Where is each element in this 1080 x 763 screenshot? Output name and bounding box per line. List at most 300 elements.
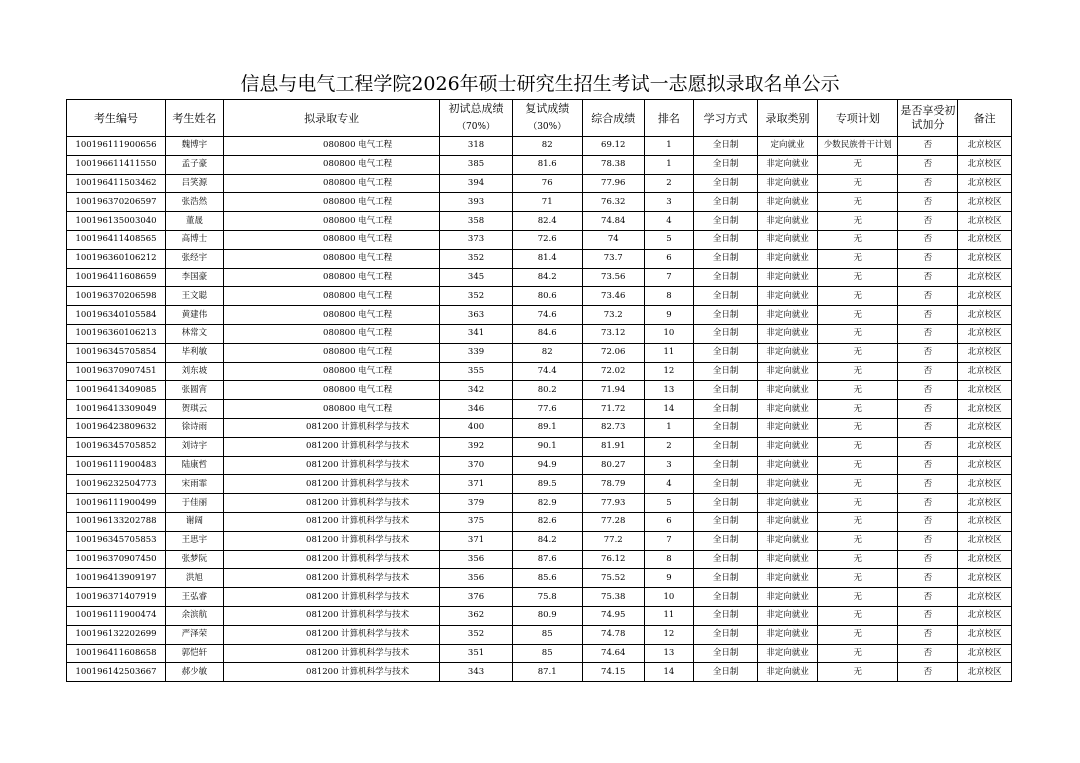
cell-note: 北京校区: [958, 230, 1012, 249]
cell-rank: 1: [644, 155, 694, 174]
table-row: [67, 437, 1012, 456]
cell-major: 080800 电气工程: [223, 174, 440, 193]
cell-mode: 全日制: [694, 268, 758, 287]
cell-plan: 无: [817, 475, 897, 494]
header-major: 拟录取专业: [223, 100, 440, 137]
cell-prelim: 352: [440, 287, 512, 306]
cell-note: 北京校区: [958, 343, 1012, 362]
cell-id: 100196413409085: [67, 381, 166, 400]
cell-major: 080800 电气工程: [223, 193, 440, 212]
cell-rank: 12: [644, 362, 694, 381]
cell-mode: 全日制: [694, 456, 758, 475]
cell-total: 75.38: [582, 588, 644, 607]
cell-rank: 10: [644, 588, 694, 607]
cell-note: 北京校区: [958, 418, 1012, 437]
cell-id: 100196345705853: [67, 531, 166, 550]
cell-mode: 全日制: [694, 137, 758, 156]
cell-major: 081200 计算机科学与技术: [223, 456, 440, 475]
cell-retest: 71: [512, 193, 582, 212]
cell-bonus: 否: [898, 644, 958, 663]
cell-id: 100196413909197: [67, 569, 166, 588]
cell-category: 定向就业: [758, 137, 818, 156]
cell-id: 100196370907450: [67, 550, 166, 569]
cell-rank: 6: [644, 249, 694, 268]
cell-name: 于佳丽: [166, 494, 224, 513]
cell-category: 非定向就业: [758, 306, 818, 325]
cell-category: 非定向就业: [758, 193, 818, 212]
table-row: [67, 155, 1012, 174]
table-row: [67, 212, 1012, 231]
cell-note: 北京校区: [958, 494, 1012, 513]
cell-prelim: 352: [440, 625, 512, 644]
cell-rank: 10: [644, 324, 694, 343]
cell-total: 77.2: [582, 531, 644, 550]
cell-rank: 4: [644, 475, 694, 494]
cell-category: 非定向就业: [758, 174, 818, 193]
cell-name: 魏博宇: [166, 137, 224, 156]
cell-category: 非定向就业: [758, 287, 818, 306]
cell-plan: 无: [817, 249, 897, 268]
cell-id: 100196411608658: [67, 644, 166, 663]
cell-bonus: 否: [898, 268, 958, 287]
cell-category: 非定向就业: [758, 475, 818, 494]
cell-retest: 94.9: [512, 456, 582, 475]
cell-mode: 全日制: [694, 644, 758, 663]
cell-major: 081200 计算机科学与技术: [223, 663, 440, 682]
cell-rank: 13: [644, 644, 694, 663]
cell-plan: 无: [817, 531, 897, 550]
cell-category: 非定向就业: [758, 625, 818, 644]
cell-name: 张梦阮: [166, 550, 224, 569]
cell-mode: 全日制: [694, 174, 758, 193]
cell-plan: 无: [817, 362, 897, 381]
cell-retest: 74.6: [512, 306, 582, 325]
cell-mode: 全日制: [694, 155, 758, 174]
table-row: [67, 249, 1012, 268]
header-retest: [512, 100, 582, 137]
cell-retest: 80.2: [512, 381, 582, 400]
page-title: 信息与电气工程学院2026年硕士研究生招生考试一志愿拟录取名单公示: [240, 73, 840, 95]
cell-plan: 无: [817, 588, 897, 607]
cell-category: 非定向就业: [758, 456, 818, 475]
cell-prelim: 341: [440, 324, 512, 343]
cell-retest: 89.1: [512, 418, 582, 437]
cell-name: 张浩然: [166, 193, 224, 212]
cell-note: 北京校区: [958, 475, 1012, 494]
cell-total: 74.64: [582, 644, 644, 663]
cell-rank: 2: [644, 437, 694, 456]
cell-plan: 少数民族骨干计划: [817, 137, 897, 156]
cell-category: 非定向就业: [758, 230, 818, 249]
cell-name: 郭恺轩: [166, 644, 224, 663]
cell-id: 100196340105584: [67, 306, 166, 325]
cell-major: 081200 计算机科学与技术: [223, 606, 440, 625]
cell-retest: 87.6: [512, 550, 582, 569]
table-row: [67, 494, 1012, 513]
cell-note: 北京校区: [958, 550, 1012, 569]
cell-bonus: 否: [898, 494, 958, 513]
cell-prelim: 351: [440, 644, 512, 663]
cell-name: 谢阔: [166, 512, 224, 531]
header-mode: 学习方式: [694, 100, 758, 137]
cell-rank: 3: [644, 193, 694, 212]
cell-retest: 77.6: [512, 400, 582, 419]
cell-total: 80.27: [582, 456, 644, 475]
cell-major: 080800 电气工程: [223, 287, 440, 306]
cell-plan: 无: [817, 306, 897, 325]
cell-rank: 4: [644, 212, 694, 231]
cell-note: 北京校区: [958, 155, 1012, 174]
table-row: [67, 137, 1012, 156]
cell-note: 北京校区: [958, 531, 1012, 550]
header-category: 录取类别: [758, 100, 818, 137]
cell-note: 北京校区: [958, 588, 1012, 607]
cell-category: 非定向就业: [758, 569, 818, 588]
cell-name: 董晟: [166, 212, 224, 231]
header-retest-label: 复试成绩: [525, 102, 570, 115]
cell-bonus: 否: [898, 137, 958, 156]
cell-major: 081200 计算机科学与技术: [223, 569, 440, 588]
cell-name: 李国豪: [166, 268, 224, 287]
cell-note: 北京校区: [958, 569, 1012, 588]
cell-bonus: 否: [898, 625, 958, 644]
cell-name: 孟子豪: [166, 155, 224, 174]
header-rank: 排名: [644, 100, 694, 137]
cell-bonus: 否: [898, 155, 958, 174]
cell-category: 非定向就业: [758, 381, 818, 400]
cell-retest: 85: [512, 625, 582, 644]
cell-note: 北京校区: [958, 663, 1012, 682]
cell-mode: 全日制: [694, 663, 758, 682]
cell-prelim: 375: [440, 512, 512, 531]
cell-category: 非定向就业: [758, 494, 818, 513]
cell-note: 北京校区: [958, 249, 1012, 268]
table-row: [67, 456, 1012, 475]
cell-retest: 76: [512, 174, 582, 193]
cell-rank: 2: [644, 174, 694, 193]
cell-bonus: 否: [898, 174, 958, 193]
cell-note: 北京校区: [958, 512, 1012, 531]
table-row: [67, 287, 1012, 306]
cell-retest: 75.8: [512, 588, 582, 607]
cell-bonus: 否: [898, 230, 958, 249]
table-row: [67, 606, 1012, 625]
cell-major: 081200 计算机科学与技术: [223, 625, 440, 644]
cell-plan: 无: [817, 268, 897, 287]
cell-note: 北京校区: [958, 625, 1012, 644]
cell-bonus: 否: [898, 456, 958, 475]
cell-plan: 无: [817, 174, 897, 193]
cell-id: 100196111900483: [67, 456, 166, 475]
cell-plan: 无: [817, 193, 897, 212]
cell-retest: 74.4: [512, 362, 582, 381]
cell-total: 74: [582, 230, 644, 249]
cell-total: 73.12: [582, 324, 644, 343]
cell-id: 100196111900499: [67, 494, 166, 513]
cell-bonus: 否: [898, 588, 958, 607]
cell-category: 非定向就业: [758, 512, 818, 531]
cell-name: 宋雨霏: [166, 475, 224, 494]
cell-total: 77.96: [582, 174, 644, 193]
cell-plan: 无: [817, 644, 897, 663]
cell-plan: 无: [817, 494, 897, 513]
header-name: 考生姓名: [166, 100, 224, 137]
cell-bonus: 否: [898, 569, 958, 588]
cell-mode: 全日制: [694, 437, 758, 456]
cell-total: 74.15: [582, 663, 644, 682]
cell-note: 北京校区: [958, 362, 1012, 381]
cell-total: 71.72: [582, 400, 644, 419]
cell-rank: 5: [644, 230, 694, 249]
cell-major: 080800 电气工程: [223, 400, 440, 419]
cell-name: 林常文: [166, 324, 224, 343]
cell-note: 北京校区: [958, 174, 1012, 193]
cell-id: 100196371407919: [67, 588, 166, 607]
cell-bonus: 否: [898, 550, 958, 569]
table-row: [67, 362, 1012, 381]
cell-rank: 9: [644, 569, 694, 588]
cell-id: 100196413309049: [67, 400, 166, 419]
cell-note: 北京校区: [958, 606, 1012, 625]
table-row: [67, 644, 1012, 663]
cell-category: 非定向就业: [758, 362, 818, 381]
cell-major: 080800 电气工程: [223, 306, 440, 325]
cell-id: 100196111900656: [67, 137, 166, 156]
cell-prelim: 343: [440, 663, 512, 682]
header-bonus-label: 是否享受初试加分: [900, 104, 956, 131]
cell-plan: 无: [817, 155, 897, 174]
cell-category: 非定向就业: [758, 268, 818, 287]
table-body: [67, 137, 1012, 682]
cell-bonus: 否: [898, 324, 958, 343]
cell-name: 张圆宵: [166, 381, 224, 400]
header-prelim: [440, 100, 512, 137]
cell-rank: 14: [644, 400, 694, 419]
cell-major: 080800 电气工程: [223, 137, 440, 156]
table-row: [67, 663, 1012, 682]
cell-mode: 全日制: [694, 324, 758, 343]
cell-total: 73.56: [582, 268, 644, 287]
cell-bonus: 否: [898, 287, 958, 306]
cell-mode: 全日制: [694, 512, 758, 531]
cell-id: 100196142503667: [67, 663, 166, 682]
cell-note: 北京校区: [958, 287, 1012, 306]
table-row: [67, 174, 1012, 193]
cell-prelim: 392: [440, 437, 512, 456]
cell-note: 北京校区: [958, 306, 1012, 325]
cell-rank: 3: [644, 456, 694, 475]
table-row: [67, 512, 1012, 531]
header-bonus: [898, 100, 958, 137]
table-row: [67, 550, 1012, 569]
cell-plan: 无: [817, 606, 897, 625]
cell-retest: 90.1: [512, 437, 582, 456]
cell-bonus: 否: [898, 193, 958, 212]
cell-mode: 全日制: [694, 588, 758, 607]
cell-plan: 无: [817, 456, 897, 475]
cell-bonus: 否: [898, 400, 958, 419]
cell-major: 081200 计算机科学与技术: [223, 418, 440, 437]
table-row: [67, 400, 1012, 419]
cell-note: 北京校区: [958, 644, 1012, 663]
cell-prelim: 345: [440, 268, 512, 287]
cell-id: 100196423809632: [67, 418, 166, 437]
cell-major: 080800 电气工程: [223, 212, 440, 231]
table-row: [67, 588, 1012, 607]
cell-plan: 无: [817, 324, 897, 343]
cell-prelim: 352: [440, 249, 512, 268]
cell-id: 100196611411550: [67, 155, 166, 174]
cell-category: 非定向就业: [758, 212, 818, 231]
cell-total: 74.84: [582, 212, 644, 231]
cell-total: 74.95: [582, 606, 644, 625]
cell-note: 北京校区: [958, 212, 1012, 231]
header-total: 综合成绩: [582, 100, 644, 137]
table-row: [67, 306, 1012, 325]
cell-total: 73.7: [582, 249, 644, 268]
cell-retest: 81.6: [512, 155, 582, 174]
cell-note: 北京校区: [958, 137, 1012, 156]
cell-category: 非定向就业: [758, 155, 818, 174]
cell-prelim: 371: [440, 531, 512, 550]
cell-category: 非定向就业: [758, 437, 818, 456]
cell-mode: 全日制: [694, 494, 758, 513]
cell-plan: 无: [817, 437, 897, 456]
cell-prelim: 358: [440, 212, 512, 231]
cell-name: 陆康哲: [166, 456, 224, 475]
cell-id: 100196360106213: [67, 324, 166, 343]
cell-name: 严泽荣: [166, 625, 224, 644]
cell-category: 非定向就业: [758, 418, 818, 437]
cell-major: 081200 计算机科学与技术: [223, 437, 440, 456]
cell-mode: 全日制: [694, 606, 758, 625]
cell-major: 080800 电气工程: [223, 324, 440, 343]
cell-rank: 8: [644, 287, 694, 306]
cell-total: 76.12: [582, 550, 644, 569]
cell-rank: 8: [644, 550, 694, 569]
table-row: [67, 531, 1012, 550]
cell-bonus: 否: [898, 381, 958, 400]
cell-name: 徐诗雨: [166, 418, 224, 437]
cell-total: 72.02: [582, 362, 644, 381]
cell-id: 100196132202699: [67, 625, 166, 644]
cell-prelim: 346: [440, 400, 512, 419]
cell-id: 100196411503462: [67, 174, 166, 193]
cell-total: 73.46: [582, 287, 644, 306]
cell-bonus: 否: [898, 437, 958, 456]
cell-category: 非定向就业: [758, 249, 818, 268]
cell-note: 北京校区: [958, 324, 1012, 343]
cell-mode: 全日制: [694, 381, 758, 400]
cell-rank: 12: [644, 625, 694, 644]
cell-total: 78.79: [582, 475, 644, 494]
cell-id: 100196345705852: [67, 437, 166, 456]
cell-plan: 无: [817, 512, 897, 531]
cell-retest: 85: [512, 644, 582, 663]
cell-rank: 1: [644, 418, 694, 437]
cell-total: 77.28: [582, 512, 644, 531]
cell-major: 080800 电气工程: [223, 230, 440, 249]
cell-mode: 全日制: [694, 625, 758, 644]
header-prelim-weight: （70%）: [457, 122, 496, 132]
cell-retest: 89.5: [512, 475, 582, 494]
cell-id: 100196345705854: [67, 343, 166, 362]
cell-mode: 全日制: [694, 531, 758, 550]
cell-prelim: 342: [440, 381, 512, 400]
cell-bonus: 否: [898, 512, 958, 531]
cell-bonus: 否: [898, 418, 958, 437]
cell-mode: 全日制: [694, 212, 758, 231]
cell-total: 75.52: [582, 569, 644, 588]
cell-name: 高博士: [166, 230, 224, 249]
cell-category: 非定向就业: [758, 550, 818, 569]
header-id: 考生编号: [67, 100, 166, 137]
cell-mode: 全日制: [694, 287, 758, 306]
cell-prelim: 394: [440, 174, 512, 193]
cell-retest: 87.1: [512, 663, 582, 682]
cell-retest: 84.2: [512, 268, 582, 287]
cell-plan: 无: [817, 400, 897, 419]
cell-prelim: 373: [440, 230, 512, 249]
table-row: [67, 268, 1012, 287]
cell-id: 100196411608659: [67, 268, 166, 287]
cell-rank: 11: [644, 343, 694, 362]
cell-id: 100196135003040: [67, 212, 166, 231]
cell-total: 77.93: [582, 494, 644, 513]
table-row: [67, 193, 1012, 212]
cell-prelim: 363: [440, 306, 512, 325]
cell-mode: 全日制: [694, 343, 758, 362]
cell-id: 100196133202788: [67, 512, 166, 531]
cell-id: 100196232504773: [67, 475, 166, 494]
cell-major: 080800 电气工程: [223, 362, 440, 381]
cell-id: 100196360106212: [67, 249, 166, 268]
cell-major: 081200 计算机科学与技术: [223, 475, 440, 494]
cell-rank: 9: [644, 306, 694, 325]
cell-name: 洪旭: [166, 569, 224, 588]
cell-mode: 全日制: [694, 550, 758, 569]
cell-total: 82.73: [582, 418, 644, 437]
cell-retest: 85.6: [512, 569, 582, 588]
cell-category: 非定向就业: [758, 588, 818, 607]
cell-category: 非定向就业: [758, 663, 818, 682]
table-header: [67, 100, 1012, 137]
cell-rank: 6: [644, 512, 694, 531]
cell-prelim: 362: [440, 606, 512, 625]
cell-bonus: 否: [898, 606, 958, 625]
cell-major: 081200 计算机科学与技术: [223, 550, 440, 569]
cell-plan: 无: [817, 550, 897, 569]
cell-mode: 全日制: [694, 418, 758, 437]
cell-bonus: 否: [898, 343, 958, 362]
cell-plan: 无: [817, 230, 897, 249]
cell-major: 081200 计算机科学与技术: [223, 644, 440, 663]
cell-category: 非定向就业: [758, 400, 818, 419]
cell-name: 贺琪云: [166, 400, 224, 419]
cell-prelim: 400: [440, 418, 512, 437]
cell-prelim: 339: [440, 343, 512, 362]
header-retest-weight: （30%）: [528, 122, 567, 132]
cell-mode: 全日制: [694, 193, 758, 212]
cell-total: 81.91: [582, 437, 644, 456]
cell-name: 吕笑源: [166, 174, 224, 193]
cell-bonus: 否: [898, 362, 958, 381]
table-row: [67, 324, 1012, 343]
cell-retest: 80.9: [512, 606, 582, 625]
cell-rank: 1: [644, 137, 694, 156]
cell-category: 非定向就业: [758, 324, 818, 343]
cell-note: 北京校区: [958, 381, 1012, 400]
